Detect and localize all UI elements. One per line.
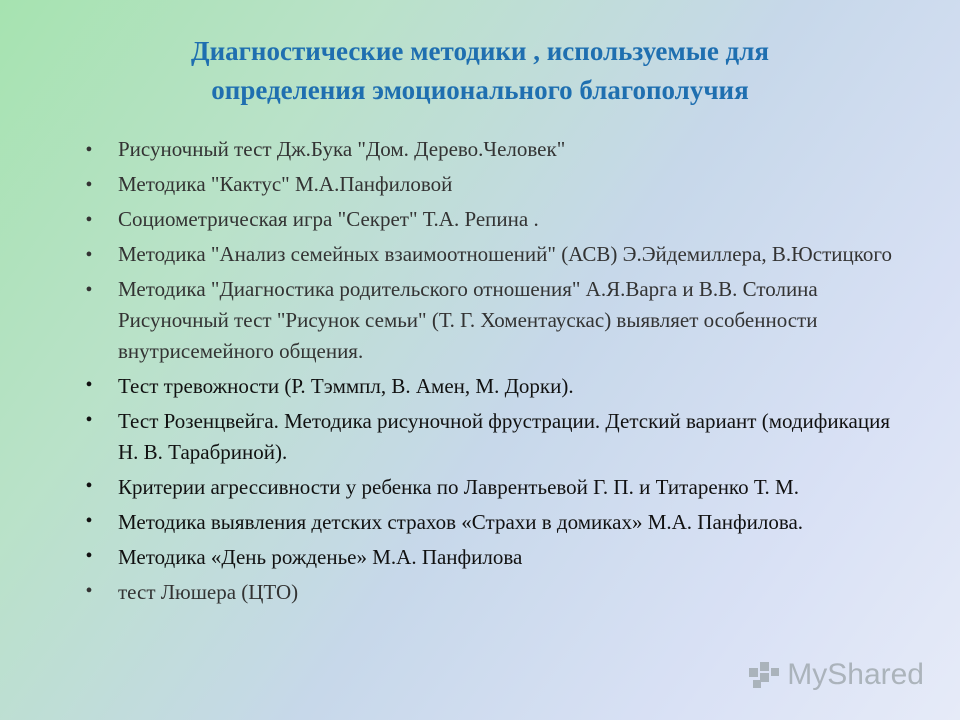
list-item-text: Тест тревожности (Р. Тэммпл, В. Амен, М. Дорки). bbox=[118, 374, 574, 398]
list-item bbox=[82, 239, 902, 270]
watermark-text: MyShared bbox=[787, 658, 924, 691]
bullet-icon: • bbox=[85, 580, 93, 602]
watermark-logo-icon bbox=[747, 658, 781, 692]
list-item bbox=[82, 371, 902, 402]
list-item-text: Критерии агрессивности у ребенка по Лаврентьевой Г. П. и Титаренко Т. М. bbox=[118, 475, 799, 499]
list-item bbox=[82, 134, 902, 165]
list-item bbox=[82, 577, 902, 608]
bullet-icon: ● bbox=[85, 213, 93, 225]
bullet-icon: • bbox=[85, 510, 93, 532]
bullet-icon: • bbox=[85, 374, 93, 396]
slide-title-line-1: Диагностические методики , используемые для bbox=[191, 36, 769, 66]
list-item-text: Социометрическая игра "Секрет" Т.А. Репина . bbox=[118, 207, 539, 231]
list-item bbox=[82, 507, 902, 538]
list-item bbox=[82, 204, 902, 235]
list-item-text: Методика "Анализ семейных взаимоотношений" (АСВ) Э.Эйдемиллера, В.Юстицкого bbox=[118, 242, 892, 266]
bullet-icon: ● bbox=[85, 178, 93, 190]
slide-title-line-2: определения эмоционального благополучия bbox=[211, 75, 749, 105]
bullet-icon: • bbox=[85, 409, 93, 431]
list-item-text: Рисуночный тест Дж.Бука "Дом. Дерево.Человек" bbox=[118, 137, 566, 161]
list-item-text: Методика "Диагностика родительского отношения" А.Я.Варга и В.В. Столина Рисуночный тест "Рисунок семьи" (Т. Г. Хоментаускас) выявляет особенности внутрисемейного общения. bbox=[118, 277, 818, 363]
list-item-text: Методика выявления детских страхов «Страхи в домиках» М.А. Панфилова. bbox=[118, 510, 804, 534]
methods-list bbox=[82, 134, 902, 612]
list-item-text: Методика «День рожденье» М.А. Панфилова bbox=[118, 545, 523, 569]
bullet-icon: • bbox=[85, 545, 93, 567]
list-item bbox=[82, 406, 902, 468]
list-item bbox=[82, 169, 902, 200]
list-item-text: Тест Розенцвейга. Методика рисуночной фрустрации. Детский вариант (модификация Н. В. Тарабриной). bbox=[118, 409, 890, 464]
list-item bbox=[82, 542, 902, 573]
bullet-icon: ● bbox=[85, 143, 93, 155]
bullet-icon: ● bbox=[85, 283, 93, 295]
list-item-text: Методика "Кактус" М.А.Панфиловой bbox=[118, 172, 453, 196]
bullet-icon: ● bbox=[85, 248, 93, 260]
list-item-text: тест Люшера (ЦТО) bbox=[118, 580, 299, 604]
bullet-icon: • bbox=[85, 475, 93, 497]
list-item bbox=[82, 472, 902, 503]
slide-title bbox=[60, 32, 900, 110]
watermark bbox=[747, 658, 924, 692]
list-item bbox=[82, 274, 902, 367]
